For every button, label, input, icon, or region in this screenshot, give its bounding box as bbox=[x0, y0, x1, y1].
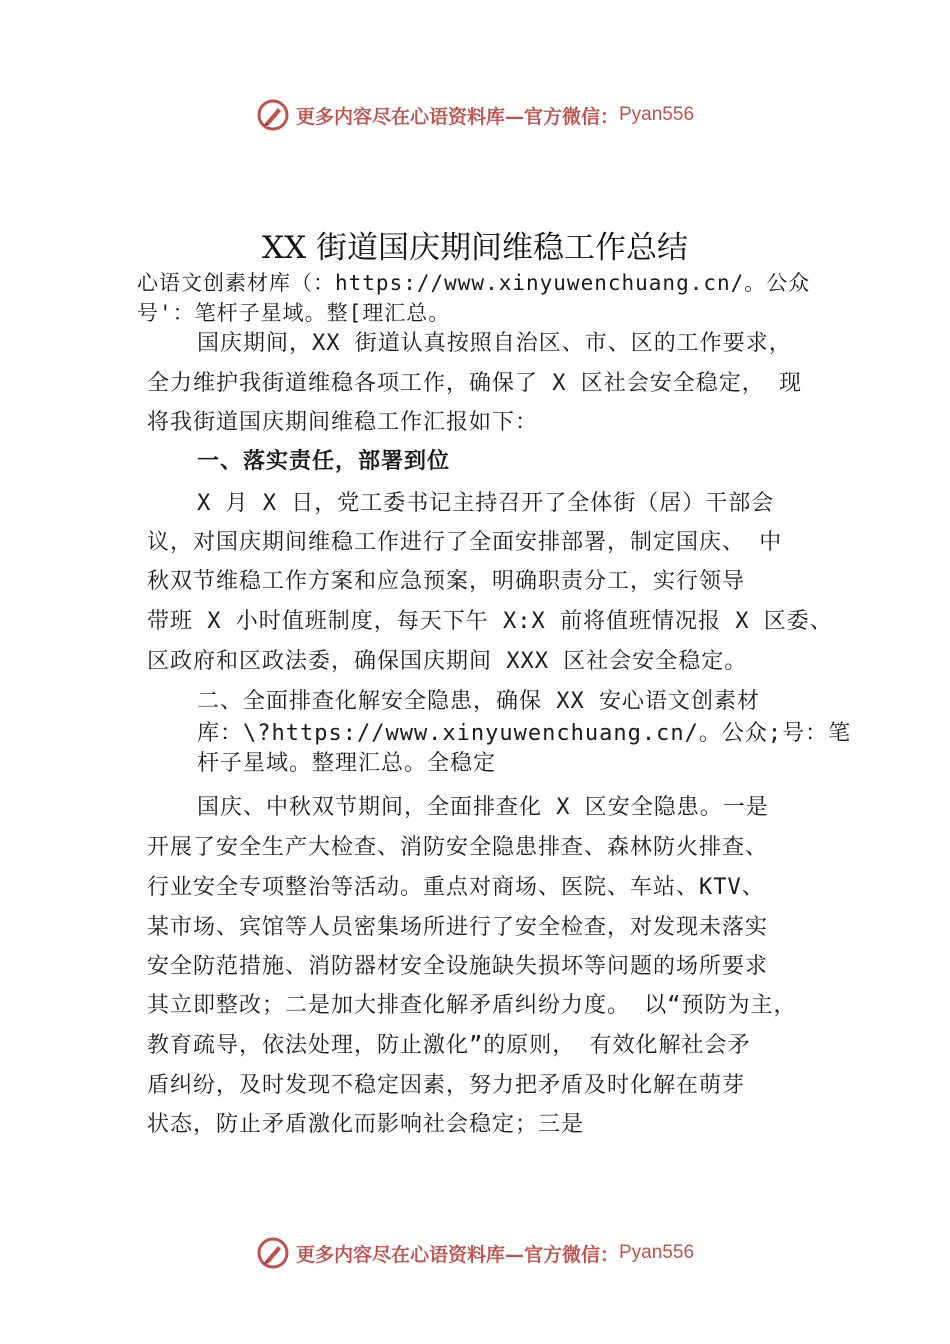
footer-banner bbox=[0, 1233, 950, 1273]
body-line: 全力维护我街道维稳各项工作，确保了 X 区社会安全稳定， 现 bbox=[147, 371, 802, 396]
body-line: 某市场、宾馆等人员密集场所进行了安全检查，对发现未落实 bbox=[147, 915, 769, 940]
body-line: 带班 X 小时值班制度，每天下午 X:X 前将值班情况报 X 区委、 bbox=[147, 609, 833, 634]
body-line: 盾纠纷，及时发现不稳定因素，努力把矛盾及时化解在萌芽 bbox=[147, 1073, 746, 1098]
body-line: 议，对国庆期间维稳工作进行了全面安排部署，制定国庆、 中 bbox=[147, 530, 783, 555]
banner-text: 更多内容尽在心语资料库—官方微信： bbox=[295, 105, 619, 128]
body-line: 状态，防止矛盾激化而影响社会稳定；三是 bbox=[147, 1112, 585, 1137]
document-title: XX 街道国庆期间维稳工作总结 bbox=[262, 230, 688, 266]
body-line: 安全防范措施、消防器材安全设施缺失损坏等问题的场所要求 bbox=[147, 954, 769, 979]
section-heading-2: 二、全面排查化解安全隐患，确保 XX 安心语文创素材 bbox=[197, 689, 760, 714]
body-line: 杆子星域。整理汇总。全稳定 bbox=[197, 751, 497, 776]
body-line: 国庆、中秋双节期间，全面排查化 X 区安全隐患。一是 bbox=[197, 795, 769, 820]
pen-logo-icon bbox=[256, 98, 290, 132]
body-line: 号'：笔杆子星域。整[理汇总。 bbox=[137, 301, 451, 325]
section-heading-1: 一、落实责任，部署到位 bbox=[197, 449, 451, 474]
body-line: 行业安全专项整治等活动。重点对商场、医院、车站、KTV、 bbox=[147, 875, 765, 900]
body-line: 心语文创素材库（：https://www.xinyuwenchuang.cn/。公众 bbox=[137, 271, 811, 295]
body-line: 将我街道国庆期间维稳工作汇报如下： bbox=[147, 410, 539, 435]
body-line: 秋双节维稳工作方案和应急预案，明确职责分工，实行领导 bbox=[147, 569, 746, 594]
body-line: 教育疏导，依法处理，防止激化”的原则， 有效化解社会矛 bbox=[147, 1033, 751, 1058]
banner-wechat-id: Pyan556 bbox=[619, 1242, 695, 1263]
body-line: 国庆期间，XX 街道认真按照自治区、市、区的工作要求， bbox=[197, 331, 792, 356]
banner-text: 更多内容尽在心语资料库—官方微信： bbox=[295, 1243, 619, 1266]
body-line: 其立即整改；二是加大排查化解矛盾纠纷力度。 以“预防为主， bbox=[147, 993, 797, 1018]
body-line: X 月 X 日，党工委书记主持召开了全体街（居）干部会 bbox=[197, 491, 775, 516]
body-line: 开展了安全生产大检查、消防安全隐患排查、森林防火排查、 bbox=[147, 835, 769, 860]
body-line: 库：\?https://www.xinyuwenchuang.cn/。公众;号：笔 bbox=[197, 721, 852, 746]
banner-wechat-id: Pyan556 bbox=[619, 104, 695, 125]
pen-logo-icon bbox=[256, 1236, 290, 1270]
header-banner bbox=[0, 95, 950, 135]
body-line: 区政府和区政法委，确保国庆期间 XXX 区社会安全稳定。 bbox=[147, 649, 748, 674]
